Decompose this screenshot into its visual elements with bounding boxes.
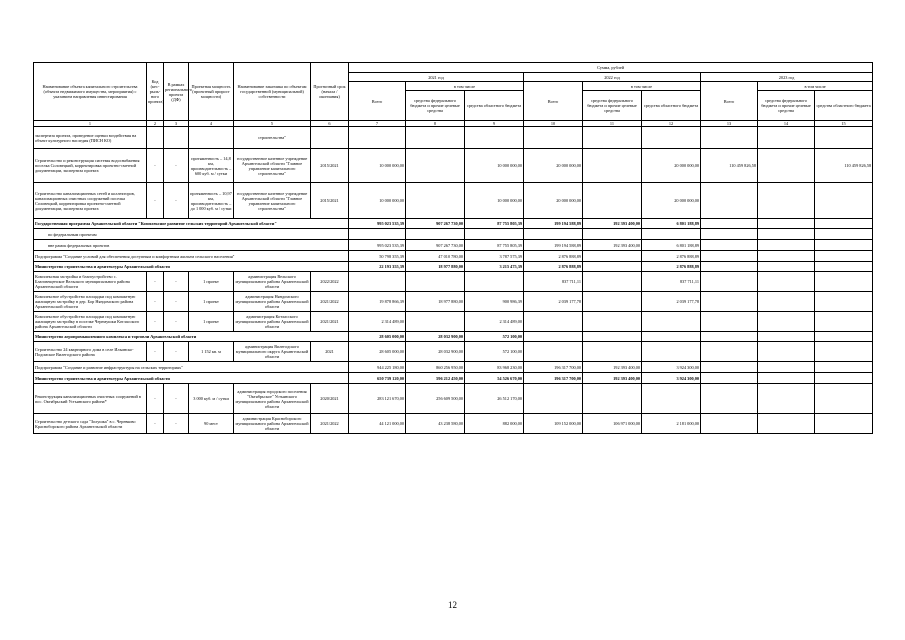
amount-cell: 192 393 400,00 xyxy=(583,362,642,373)
frame-cell: - xyxy=(164,312,189,332)
amount-cell: 3 787 575,39 xyxy=(465,251,524,262)
amount-cell xyxy=(642,127,701,149)
amount-cell: 837 711,11 xyxy=(524,272,583,292)
code-cell: - xyxy=(147,272,164,292)
header-capacity: Проектная мощность (проектный прирост мощности) xyxy=(189,63,234,121)
section-row xyxy=(34,219,873,229)
amount-cell xyxy=(701,240,758,251)
amount-cell: 10 000 000,00 xyxy=(465,183,524,219)
amount-cell xyxy=(583,262,642,272)
amount-cell: 2 876 888,89 xyxy=(642,262,701,272)
amount-cell: 907 267 730,00 xyxy=(406,240,465,251)
section-title: Министерство агропромышленного комплекса и торговли Архангельской области xyxy=(34,332,349,342)
section-row xyxy=(34,251,873,262)
amount-cell xyxy=(701,342,758,362)
header-obl-2022: средства областного бюджета xyxy=(642,91,701,121)
amount-cell: 20 000 000,00 xyxy=(642,149,701,183)
code-cell: - xyxy=(147,149,164,183)
amount-cell xyxy=(583,384,642,414)
amount-cell xyxy=(701,292,758,312)
amount-cell xyxy=(701,332,758,342)
amount-cell xyxy=(465,272,524,292)
column-number: 3 xyxy=(164,121,189,127)
object-name-cell: Строительство детского сада "Золушка" в с. Черевково Красноборского района Архангельской области xyxy=(34,414,147,434)
investment-table xyxy=(33,62,873,434)
amount-cell: 28 605 000,00 xyxy=(349,332,406,342)
frame-cell xyxy=(164,127,189,149)
amount-cell xyxy=(349,272,406,292)
amount-cell xyxy=(701,373,758,384)
customer-cell: государственное казенное учреждение Архангельской области "Главное управление капитального строительства" xyxy=(234,149,311,183)
amount-cell xyxy=(758,384,815,414)
column-number: 13 xyxy=(701,121,758,127)
column-number: 11 xyxy=(583,121,642,127)
term-cell: 2021/2022 xyxy=(311,414,349,434)
term-cell: 2021/2022 xyxy=(311,292,349,312)
capacity-cell xyxy=(189,127,234,149)
object-name-cell: Строительство и реконструкция системы водоснабжения поселка Соловецкий, корректировка проектно-сметной документации, экспертиза проекта xyxy=(34,149,147,183)
amount-cell: 995 023 535,39 xyxy=(349,219,406,229)
amount-cell: 18 977 880,00 xyxy=(406,262,465,272)
header-obl-2023: средства областного бюджета xyxy=(815,91,873,121)
column-number: 8 xyxy=(406,121,465,127)
amount-cell: 50 798 355,39 xyxy=(349,251,406,262)
amount-cell xyxy=(583,149,642,183)
amount-cell: 26 512 170,00 xyxy=(465,384,524,414)
amount-cell: 196 317 700,00 xyxy=(524,362,583,373)
capacity-cell: 1 152 кв. м xyxy=(189,342,234,362)
amount-cell: 192 393 400,00 xyxy=(583,240,642,251)
amount-cell: 10 000 000,00 xyxy=(465,149,524,183)
amount-cell: 87 755 805,39 xyxy=(465,219,524,229)
amount-cell: 192 393 400,00 xyxy=(583,219,642,229)
column-number: 5 xyxy=(234,121,311,127)
term-cell: 2015/2021 xyxy=(311,183,349,219)
amount-cell xyxy=(701,127,758,149)
amount-cell xyxy=(815,262,873,272)
table-row xyxy=(34,312,873,332)
object-name-cell: Реконструкция канализационных очистных сооружений в пос. Октябрьский Устьянского района* xyxy=(34,384,147,414)
code-cell: - xyxy=(147,414,164,434)
amount-cell xyxy=(465,127,524,149)
customer-cell: государственное казенное учреждение Архангельской области "Главное управление капитального строительства" xyxy=(234,183,311,219)
amount-cell: 650 739 120,00 xyxy=(349,373,406,384)
amount-cell xyxy=(701,414,758,434)
column-number: 10 xyxy=(524,121,583,127)
header-total-2022: Всего xyxy=(524,82,583,121)
amount-cell: 192 393 400,00 xyxy=(583,373,642,384)
amount-cell: 2 181 000,00 xyxy=(642,414,701,434)
page-number: 12 xyxy=(448,600,457,610)
section-row xyxy=(34,362,873,373)
code-cell: - xyxy=(147,292,164,312)
table-row xyxy=(34,384,873,414)
amount-cell: 109 152 000,00 xyxy=(524,414,583,434)
amount-cell: 83 968 230,00 xyxy=(465,362,524,373)
header-total-2021: Всего xyxy=(349,82,406,121)
section-title: Государственная программа Архангельской области "Комплексное развитие сельских территорий Архангельской области" xyxy=(34,219,349,229)
header-total-2023: Всего xyxy=(701,82,758,121)
code-cell: - xyxy=(147,342,164,362)
amount-cell xyxy=(701,219,758,229)
customer-cell: администрация Вилегодского муниципального округа Архангельской области xyxy=(234,342,311,362)
customer-cell: администрация Котласского муниципального района Архангельской области xyxy=(234,312,311,332)
amount-cell: 2 876 888,89 xyxy=(524,262,583,272)
amount-cell xyxy=(465,229,524,240)
customer-cell: администрация Вельского муниципального района Архангельской области xyxy=(234,272,311,292)
column-number: 12 xyxy=(642,121,701,127)
table-row xyxy=(34,127,873,149)
column-number: 1 xyxy=(34,121,147,127)
section-title: Министерство строительства и архитектуры Архангельской области xyxy=(34,262,349,272)
section-row xyxy=(34,240,873,251)
term-cell: 2021/2021 xyxy=(311,312,349,332)
amount-cell xyxy=(815,127,873,149)
section-title: по федеральным проектам xyxy=(34,229,349,240)
section-row xyxy=(34,373,873,384)
code-cell xyxy=(147,127,164,149)
amount-cell: 837 711,11 xyxy=(642,272,701,292)
amount-cell: 2 039 177,78 xyxy=(642,292,701,312)
amount-cell xyxy=(524,342,583,362)
frame-cell: - xyxy=(164,183,189,219)
amount-cell xyxy=(583,292,642,312)
amount-cell xyxy=(642,229,701,240)
amount-cell xyxy=(758,414,815,434)
amount-cell xyxy=(758,149,815,183)
amount-cell xyxy=(583,342,642,362)
header-fed-2023: средства федерального бюджета и прочие целевые средства xyxy=(758,91,815,121)
section-title: Министерство строительства и архитектуры Архангельской области xyxy=(34,373,349,384)
header-obl-2021: средства областного бюджета xyxy=(465,91,524,121)
amount-cell xyxy=(815,312,873,332)
amount-cell: 44 121 000,00 xyxy=(349,414,406,434)
amount-cell xyxy=(583,251,642,262)
column-number: 9 xyxy=(465,121,524,127)
code-cell: - xyxy=(147,312,164,332)
amount-cell xyxy=(815,183,873,219)
amount-cell xyxy=(524,127,583,149)
term-cell: 2022/2022 xyxy=(311,272,349,292)
amount-cell: 20 000 000,00 xyxy=(642,183,701,219)
object-name-cell: Комплексная застройка и благоустройство с. Благовещенское Вельского муниципального района Архангельской области xyxy=(34,272,147,292)
amount-cell: 3 924 300,00 xyxy=(642,373,701,384)
amount-cell: 199 194 588,89 xyxy=(524,240,583,251)
customer-cell: строительства" xyxy=(234,127,311,149)
amount-cell xyxy=(758,219,815,229)
amount-cell: 18 977 880,00 xyxy=(406,292,465,312)
object-name-cell: Комплексное обустройство площадки под компактную жилищную застройку в дер. Бор Няндомского района Архангельской области xyxy=(34,292,147,312)
capacity-cell: протяженность – 14,8 км, производительность – 600 куб. м / сутки xyxy=(189,149,234,183)
amount-cell xyxy=(583,127,642,149)
amount-cell: 28 605 000,00 xyxy=(349,342,406,362)
header-sums: Сумма, рублей xyxy=(349,63,873,73)
amount-cell xyxy=(701,312,758,332)
amount-cell xyxy=(406,229,465,240)
column-number: 2 xyxy=(147,121,164,127)
section-row xyxy=(34,332,873,342)
amount-cell: 199 194 588,89 xyxy=(524,219,583,229)
column-number: 4 xyxy=(189,121,234,127)
amount-cell: 54 526 670,00 xyxy=(465,373,524,384)
amount-cell: 3 924 300,00 xyxy=(642,362,701,373)
amount-cell xyxy=(701,362,758,373)
amount-cell xyxy=(758,312,815,332)
amount-cell xyxy=(583,312,642,332)
table-row xyxy=(34,149,873,183)
amount-cell xyxy=(758,251,815,262)
amount-cell xyxy=(583,332,642,342)
amount-cell: 572 100,00 xyxy=(465,342,524,362)
amount-cell: 47 010 780,00 xyxy=(406,251,465,262)
frame-cell: - xyxy=(164,384,189,414)
amount-cell xyxy=(758,292,815,312)
object-name-cell: экспертиза проекта, проведение оценки воздействия на объект культурного наследия (ПИСН КО) xyxy=(34,127,147,149)
amount-cell: 20 000 000,00 xyxy=(524,183,583,219)
amount-cell xyxy=(701,384,758,414)
amount-cell: 3 215 475,39 xyxy=(465,262,524,272)
amount-cell xyxy=(815,384,873,414)
amount-cell: 256 609 500,00 xyxy=(406,384,465,414)
section-title: Подпрограмма "Создание и развитие инфраструктуры на сельских территориях" xyxy=(34,362,349,373)
frame-cell: - xyxy=(164,414,189,434)
amount-cell: 900 986,39 xyxy=(465,292,524,312)
amount-cell: 22 193 355,39 xyxy=(349,262,406,272)
frame-cell: - xyxy=(164,272,189,292)
amount-cell: 43 238 580,00 xyxy=(406,414,465,434)
header-fed-2022: средства федерального бюджета и прочие целевые средства xyxy=(583,91,642,121)
amount-cell: 28 032 900,00 xyxy=(406,332,465,342)
amount-cell: 87 755 805,39 xyxy=(465,240,524,251)
amount-cell xyxy=(758,332,815,342)
amount-cell: 860 256 950,00 xyxy=(406,362,465,373)
amount-cell: 882 000,00 xyxy=(465,414,524,434)
amount-cell: 2 039 177,78 xyxy=(524,292,583,312)
capacity-cell: 90 мест xyxy=(189,414,234,434)
capacity-cell: протяженность – 10,97 км, производительность – до 1 000 куб. м / сутки xyxy=(189,183,234,219)
amount-cell: 995 023 535,39 xyxy=(349,240,406,251)
amount-cell xyxy=(642,312,701,332)
capacity-cell: 1 проект xyxy=(189,272,234,292)
amount-cell: 596 212 450,00 xyxy=(406,373,465,384)
amount-cell: 2 876 888,89 xyxy=(524,251,583,262)
object-name-cell: Комплексное обустройство площадки под компактную жилищную застройку в поселке Черемушки Котласского района Архангельской области xyxy=(34,312,147,332)
section-title: Подпрограмма "Создание условий для обеспечения доступным и комфортным жильем сельского населения" xyxy=(34,251,349,262)
column-number: 15 xyxy=(815,121,873,127)
amount-cell: 19 878 866,39 xyxy=(349,292,406,312)
term-cell: 2020/2021 xyxy=(311,384,349,414)
header-incl-2022: в том числе xyxy=(583,82,701,91)
header-year-2023: 2023 год xyxy=(701,73,873,82)
term-cell: 2015/2021 xyxy=(311,149,349,183)
capacity-cell: 1 проект xyxy=(189,312,234,332)
amount-cell: 106 971 000,00 xyxy=(583,414,642,434)
column-number: 14 xyxy=(758,121,815,127)
amount-cell: 28 032 900,00 xyxy=(406,342,465,362)
amount-cell xyxy=(758,229,815,240)
column-number: 7 xyxy=(349,121,406,127)
column-number: 6 xyxy=(311,121,349,127)
term-cell: 2021 xyxy=(311,342,349,362)
amount-cell xyxy=(758,342,815,362)
amount-cell xyxy=(815,219,873,229)
amount-cell xyxy=(815,332,873,342)
amount-cell xyxy=(406,272,465,292)
header-year-2022: 2022 год xyxy=(524,73,701,82)
amount-cell: 10 000 000,00 xyxy=(349,149,406,183)
object-name-cell: Строительство 24 квартирного дома в селе Ильинско-Подомское Вилегодского района xyxy=(34,342,147,362)
amount-cell xyxy=(701,229,758,240)
amount-cell xyxy=(815,342,873,362)
amount-cell xyxy=(758,240,815,251)
object-name-cell: Строительство канализационных сетей и коллекторов, канализационных очистных сооружений поселка Соловецкий, корректировка проектно-сметной документации, экспертиза проекта xyxy=(34,183,147,219)
amount-cell: 6 801 188,89 xyxy=(642,240,701,251)
amount-cell xyxy=(758,373,815,384)
header-in-frame: В рамках регионального проекта (ДФ) xyxy=(164,63,189,121)
amount-cell xyxy=(701,183,758,219)
table-row xyxy=(34,342,873,362)
amount-cell: 6 801 188,89 xyxy=(642,219,701,229)
amount-cell xyxy=(524,312,583,332)
amount-cell: 20 000 000,00 xyxy=(524,149,583,183)
amount-cell: 2 314 489,00 xyxy=(465,312,524,332)
customer-cell: администрация Красноборского муниципального района Архангельской области xyxy=(234,414,311,434)
amount-cell xyxy=(815,229,873,240)
capacity-cell: 1 проект xyxy=(189,292,234,312)
section-row xyxy=(34,229,873,240)
amount-cell xyxy=(349,127,406,149)
header-row-1 xyxy=(34,63,873,73)
amount-cell xyxy=(758,272,815,292)
customer-cell: администрация городского поселения "Октябрьское" Устьянского муниципального района Архангельской области xyxy=(234,384,311,414)
header-incl-2023: в том числе xyxy=(758,82,873,91)
frame-cell: - xyxy=(164,292,189,312)
frame-cell: - xyxy=(164,342,189,362)
header-term: Прогнозный срок (начала / окончания) xyxy=(311,63,349,121)
amount-cell xyxy=(583,229,642,240)
amount-cell: 110 459 826,58 xyxy=(701,149,758,183)
amount-cell xyxy=(758,183,815,219)
amount-cell: 110 459 826,58 xyxy=(815,149,873,183)
amount-cell xyxy=(815,414,873,434)
table-row xyxy=(34,272,873,292)
header-customer: Наименование заказчика по объектам государственной (муниципальной) собственности xyxy=(234,63,311,121)
code-cell: - xyxy=(147,183,164,219)
amount-cell xyxy=(583,272,642,292)
header-year-2021: 2021 год xyxy=(349,73,524,82)
amount-cell xyxy=(815,240,873,251)
table-row xyxy=(34,414,873,434)
table-row xyxy=(34,183,873,219)
amount-cell xyxy=(642,332,701,342)
amount-cell xyxy=(642,384,701,414)
amount-cell xyxy=(758,362,815,373)
amount-cell: 944 225 180,00 xyxy=(349,362,406,373)
section-title: вне рамок федеральных проектов xyxy=(34,240,349,251)
amount-cell xyxy=(815,292,873,312)
code-cell: - xyxy=(147,384,164,414)
amount-cell xyxy=(524,384,583,414)
header-fed-2021: средства федерального бюджета и прочие целевые средства xyxy=(406,91,465,121)
amount-cell xyxy=(642,342,701,362)
amount-cell xyxy=(406,149,465,183)
term-cell xyxy=(311,127,349,149)
amount-cell: 196 317 700,00 xyxy=(524,373,583,384)
header-object-name: Наименование объекта капитального строительства (объекта недвижимого имущества, мероприятия) с указанием направления инвестирования xyxy=(34,63,147,121)
amount-cell xyxy=(701,262,758,272)
section-row xyxy=(34,262,873,272)
table-row xyxy=(34,292,873,312)
amount-cell: 2 876 888,89 xyxy=(642,251,701,262)
amount-cell: 907 267 730,00 xyxy=(406,219,465,229)
amount-cell xyxy=(524,332,583,342)
amount-cell xyxy=(583,183,642,219)
amount-cell: 10 000 000,00 xyxy=(349,183,406,219)
amount-cell: 283 121 670,00 xyxy=(349,384,406,414)
amount-cell xyxy=(406,183,465,219)
amount-cell: 572 100,00 xyxy=(465,332,524,342)
amount-cell: 2 314 489,00 xyxy=(349,312,406,332)
amount-cell xyxy=(758,127,815,149)
amount-cell xyxy=(815,362,873,373)
capacity-cell: 3 000 куб. м / сутки xyxy=(189,384,234,414)
amount-cell xyxy=(758,262,815,272)
amount-cell xyxy=(701,272,758,292)
amount-cell xyxy=(349,229,406,240)
amount-cell xyxy=(815,251,873,262)
amount-cell xyxy=(815,272,873,292)
amount-cell xyxy=(406,312,465,332)
amount-cell xyxy=(524,229,583,240)
amount-cell xyxy=(406,127,465,149)
amount-cell xyxy=(701,251,758,262)
customer-cell: администрация Няндомского муниципального района Архангельской области xyxy=(234,292,311,312)
header-incl-2021: в том числе xyxy=(406,82,524,91)
amount-cell xyxy=(815,373,873,384)
frame-cell: - xyxy=(164,149,189,183)
header-code: Код (кес-рыль-ного проекта) xyxy=(147,63,164,121)
